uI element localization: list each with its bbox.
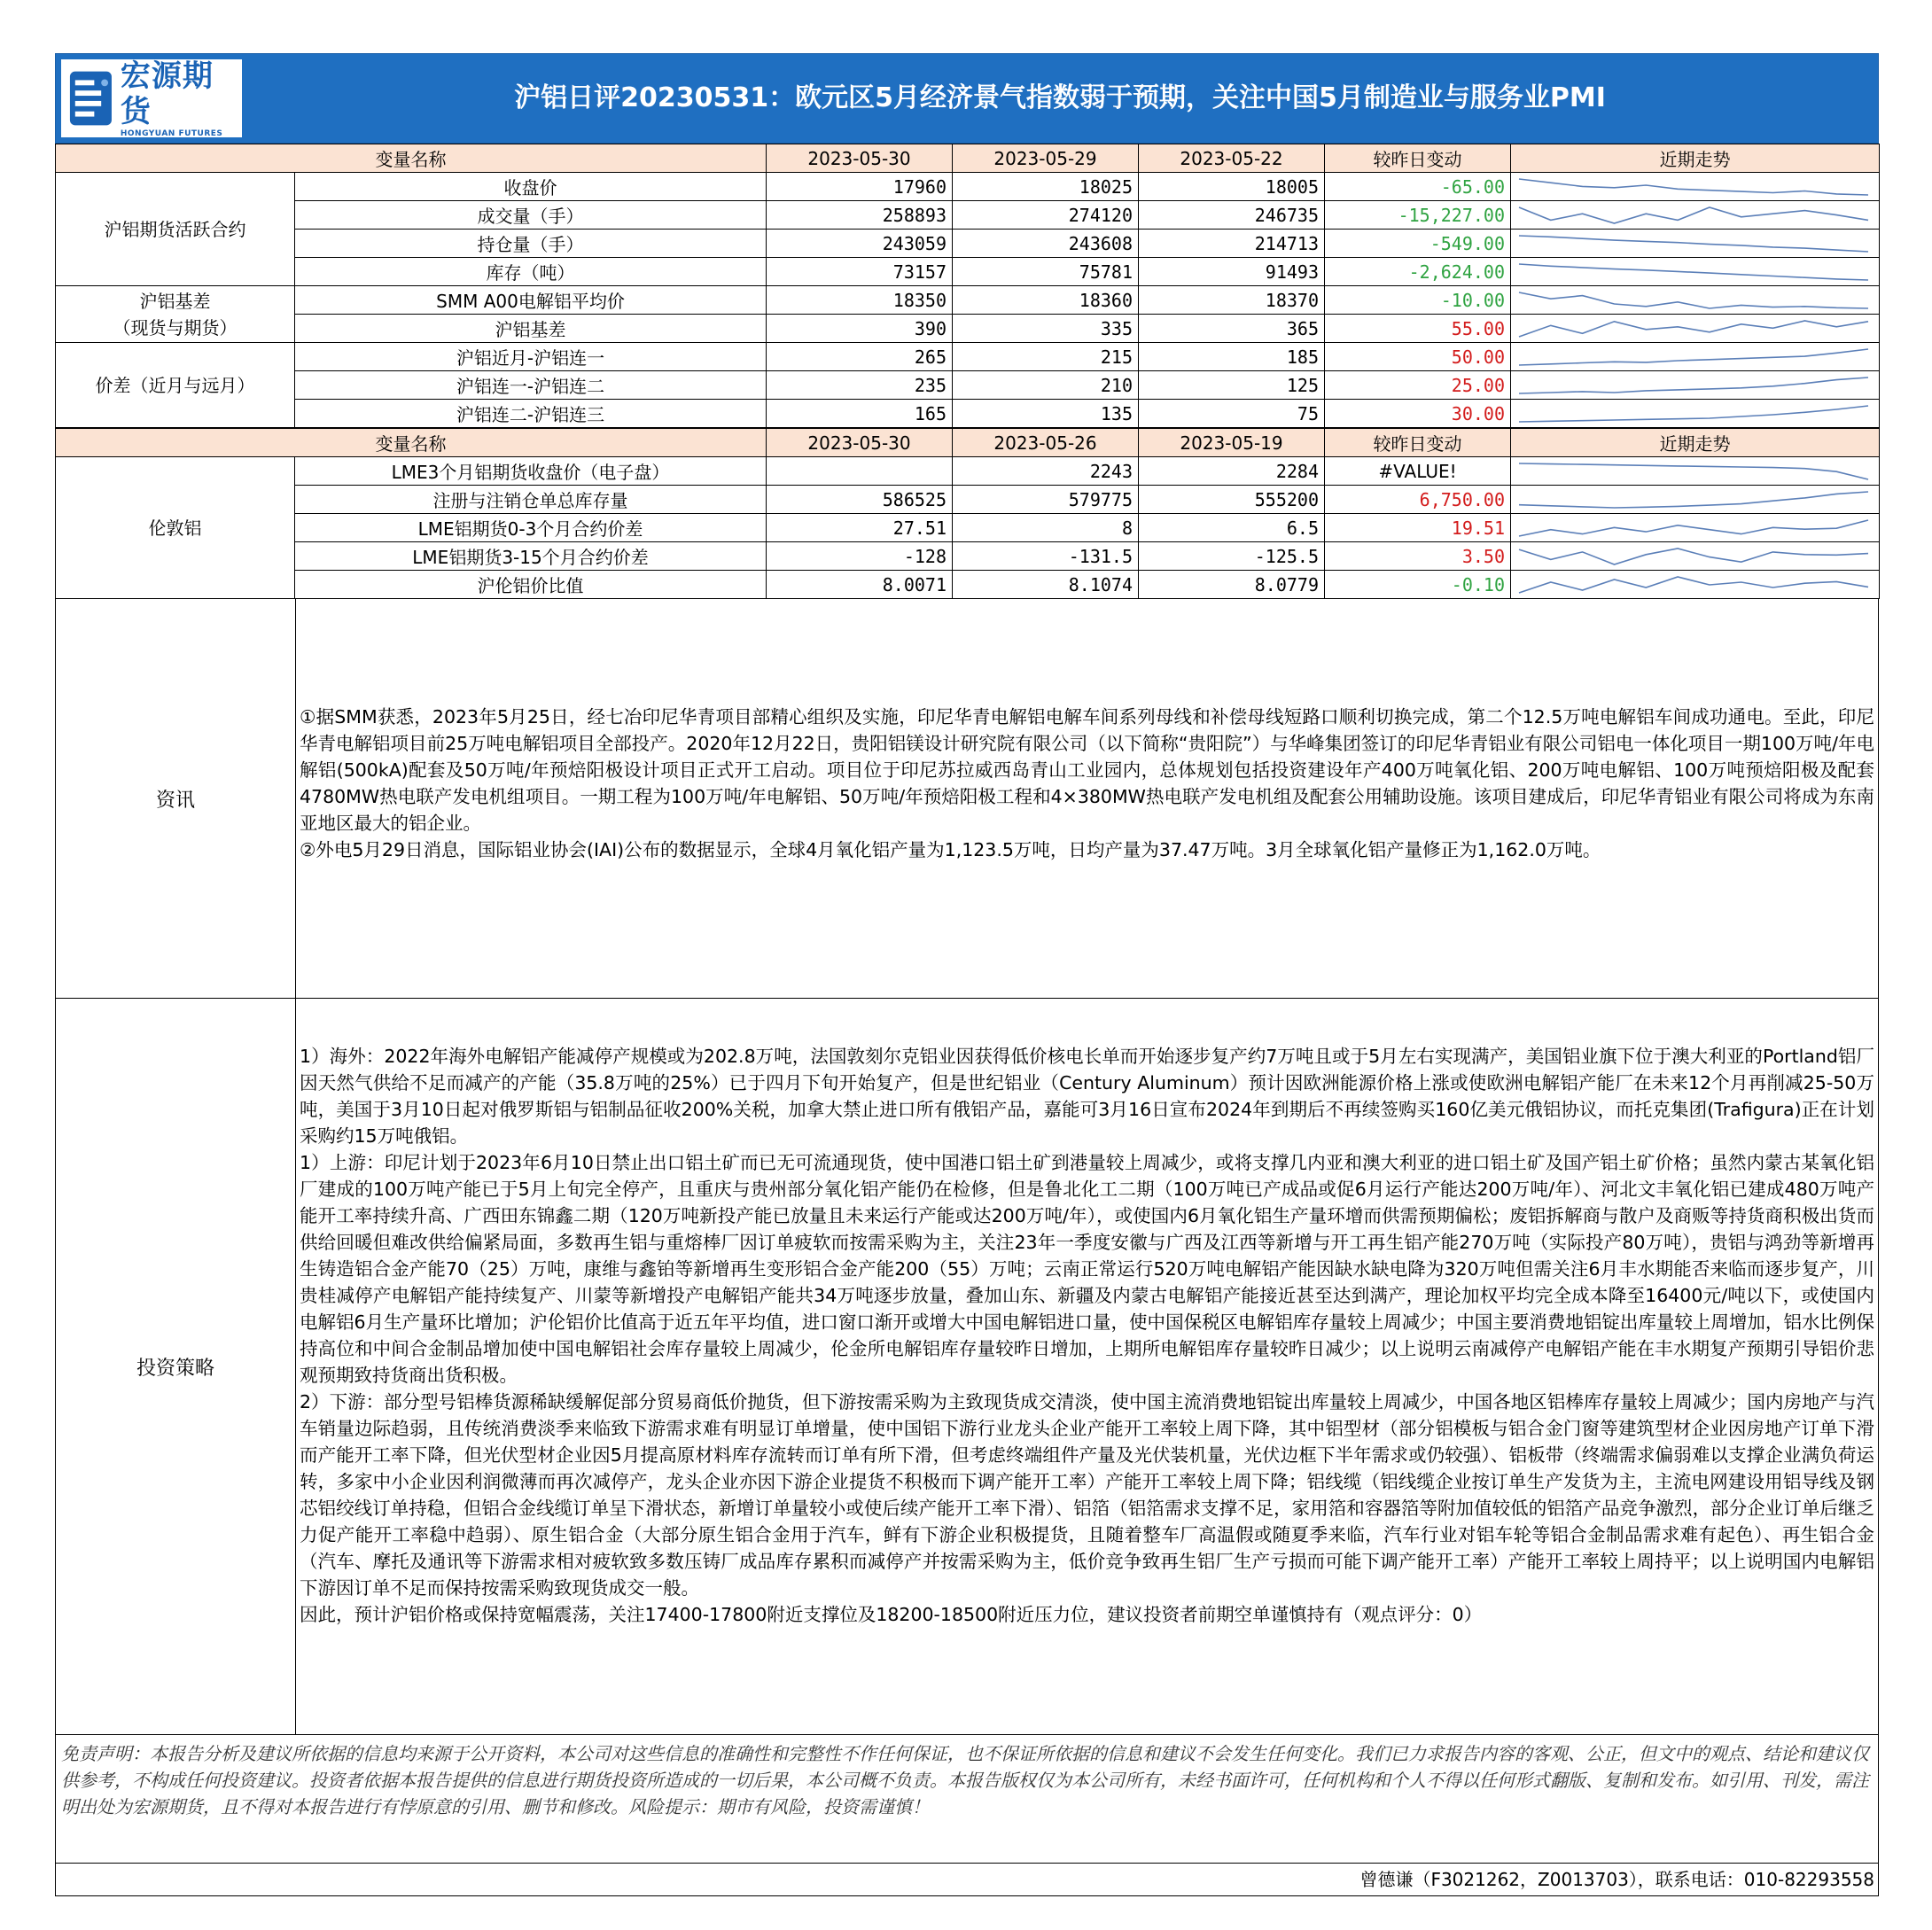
daily-change: 25.00 — [1325, 371, 1511, 400]
trend-sparkline — [1516, 489, 1871, 510]
value-cell: 75 — [1139, 400, 1325, 428]
trend-line — [1519, 349, 1868, 365]
value-cell: -128 — [767, 542, 953, 571]
value-cell: 365 — [1139, 315, 1325, 343]
variable-name: 沪铝连一-沪铝连二 — [295, 371, 767, 400]
value-cell: -125.5 — [1139, 542, 1325, 571]
value-cell: 8.0071 — [767, 571, 953, 599]
analyst-contact: 曾德谦（F3021262，Z0013703），联系电话：010-82293558 — [55, 1864, 1879, 1896]
column-header: 2023-05-29 — [953, 144, 1139, 173]
daily-change: -549.00 — [1325, 230, 1511, 258]
value-cell: 586525 — [767, 486, 953, 514]
shfe-aluminum-table — [55, 144, 1880, 428]
variable-name: LME3个月铝期货收盘价（电子盘） — [295, 457, 767, 486]
daily-change: -65.00 — [1325, 173, 1511, 201]
trend-line — [1519, 463, 1868, 479]
table-row — [56, 400, 1880, 428]
trend-cell — [1511, 457, 1880, 486]
value-cell: 274120 — [953, 201, 1139, 230]
value-cell: 215 — [953, 343, 1139, 371]
trend-line — [1519, 236, 1868, 252]
value-cell: 579775 — [953, 486, 1139, 514]
value-cell: 214713 — [1139, 230, 1325, 258]
variable-name: 成交量（手） — [295, 201, 767, 230]
variable-name: LME铝期货3-15个月合约价差 — [295, 542, 767, 571]
value-cell: -131.5 — [953, 542, 1139, 571]
hongyuan-logo-icon — [66, 67, 115, 129]
group-label: 沪铝基差 （现货与期货） — [56, 286, 295, 343]
value-cell: 73157 — [767, 258, 953, 286]
news-section — [55, 599, 1879, 999]
value-cell: 2243 — [953, 457, 1139, 486]
trend-line — [1519, 520, 1868, 536]
logo-english-name: HONGYUAN FUTURES — [120, 129, 223, 138]
table-row — [56, 230, 1880, 258]
table-row — [56, 571, 1880, 599]
value-cell: 8.0779 — [1139, 571, 1325, 599]
table-row — [56, 201, 1880, 230]
table-row — [56, 343, 1880, 371]
column-header: 2023-05-30 — [767, 144, 953, 173]
paragraph: 2）下游：部分型号铝棒货源稀缺缓解促部分贸易商低价抛货，但下游按需采购为主致现货成交清淡，使中国主流消费地铝锭出库量较上周减少，中国各地区铝棒库存量较上周减少；国内房地产与汽车销量边际趋弱，且传统消费淡季来临致下游需求难有明显订单增量，使中国铝下游行业龙头企业产能开工率较上周下降，其中铝型材（部分铝模板与铝合金门窗等建筑型材企业因房地产订单下滑而产能开工率下降，但光伏型材企业因5月提高原材料库存流转而订单有所下滑，但考虑终端组件产量及光伏装机量，光伏边框下半年需求或仍较强）、铝板带（终端需求偏弱难以支撑企业满负荷运转，多家中小企业因利润微薄而再次减停产，龙头企业亦因下游企业提货不积极而下调产能开工率）产能开工率较上周下降；铝线缆（铝线缆企业按订单生产发货为主，主流电网建设用铝导线及钢芯铝绞线订单持稳，但铝合金线缆订单呈下滑状态，新增订单量较小或使后续产能开工率下滑）、铝箔（铝箔需求支撑不足，家用箔和容器箔等附加值较低的铝箔产品竞争激烈，部分企业订单后继乏力促产能开工率稳中趋弱）、原生铝合金（大部分原生铝合金用于汽车，鲜有下游企业积极提货，且随着整车厂高温假或随夏季来临，汽车行业对铝车轮等铝合金制品需求难有起色）、再生铝合金（汽车、摩托及通讯等下游需求相对疲软致多数压铸厂成品库存累积而减停产并按需采购为主，低价竞争致再生铝厂生产亏损而可能下调产能开工率）产能开工率较上周持平；以上说明国内电解铝下游因订单不足而保持按需采购致现货成交一般。 — [300, 1391, 1874, 1599]
table-row — [56, 286, 1880, 315]
variable-name: 沪铝基差 — [295, 315, 767, 343]
trend-sparkline — [1516, 403, 1871, 424]
trend-sparkline — [1516, 574, 1871, 595]
value-cell: 8.1074 — [953, 571, 1139, 599]
trend-sparkline — [1516, 233, 1871, 254]
value-cell: 18350 — [767, 286, 953, 315]
daily-change: -15,227.00 — [1325, 201, 1511, 230]
variable-name: LME铝期货0-3个月合约价差 — [295, 514, 767, 542]
strategy-label: 投资策略 — [56, 999, 296, 1734]
group-label: 价差（近月与远月） — [56, 343, 295, 428]
column-header: 2023-05-22 — [1139, 144, 1325, 173]
value-cell: 8 — [953, 514, 1139, 542]
trend-sparkline — [1516, 461, 1871, 482]
trend-sparkline — [1516, 290, 1871, 311]
trend-line — [1519, 264, 1868, 280]
trend-line — [1519, 179, 1868, 195]
column-header: 较昨日变动 — [1325, 144, 1511, 173]
column-header: 2023-05-19 — [1139, 429, 1325, 457]
daily-change: 19.51 — [1325, 514, 1511, 542]
trend-line — [1519, 406, 1868, 422]
trend-line — [1519, 492, 1868, 508]
report-page — [55, 53, 1879, 1896]
value-cell: 18370 — [1139, 286, 1325, 315]
news-body — [296, 599, 1878, 998]
column-header: 变量名称 — [56, 144, 767, 173]
value-cell: 91493 — [1139, 258, 1325, 286]
value-cell: 185 — [1139, 343, 1325, 371]
value-cell: 243059 — [767, 230, 953, 258]
table-row — [56, 486, 1880, 514]
value-cell: 2284 — [1139, 457, 1325, 486]
table-row — [56, 173, 1880, 201]
daily-change: 3.50 — [1325, 542, 1511, 571]
table-row — [56, 457, 1880, 486]
table-row — [56, 514, 1880, 542]
lme-aluminum-table — [55, 428, 1880, 599]
value-cell: 27.51 — [767, 514, 953, 542]
column-header: 近期走势 — [1511, 144, 1880, 173]
strategy-body — [296, 999, 1878, 1734]
column-header: 较昨日变动 — [1325, 429, 1511, 457]
trend-line — [1519, 577, 1868, 593]
daily-change: -2,624.00 — [1325, 258, 1511, 286]
daily-change: 30.00 — [1325, 400, 1511, 428]
trend-cell — [1511, 571, 1880, 599]
paragraph: 1）上游：印尼计划于2023年6月10日禁止出口铝土矿而已无可流通现货，使中国港口铝土矿到港量较上周减少，或将支撑几内亚和澳大利亚的进口铝土矿及国产铝土矿价格；虽然内蒙古某氧化铝厂建成的100万吨产能已于5月上旬完全停产，且重庆与贵州部分氧化铝产能仍在检修，但是鲁北化工二期（100万吨已产成品或促6月运行产能达200万吨/年）、河北文丰氧化铝已建成480万吨产能开工率持续升高、广西田东锦鑫二期（120万吨新投产能已放量且未来运行产能或达200万吨/年），或使国内6月氧化铝生产量环增而供需预期偏松；废铝拆解商与散户及商贩等持货商积极出货而供给回暖但难改供给偏紧局面，多数再生铝与重熔棒厂因订单疲软而按需采购为主，关注23年一季度安徽与广西及江西等新增与开工再生铝产能270万吨（实际投产80万吨），贵铝与鸿劲等新增再生铸造铝合金产能70（25）万吨，康维与鑫铂等新增再生变形铝合金产能200（55）万吨；云南正常运行520万吨电解铝产能因缺水缺电降为320万吨但需关注6月丰水期能否来临而逐步复产，川贵桂减停产电解铝产能持续复产、川蒙等新增投产电解铝产能共34万吨逐步放量，叠加山东、新疆及内蒙古电解铝产能接近甚至达到满产，理论加权平均完全成本降至16400元/吨以下，或使国内电解铝6月生产量环比增加；沪伦铝价比值高于近五年平均值，进口窗口渐开或增大中国电解铝进口量，使中国保税区电解铝库存量较上周减少；中国主要消费地铝锭出库量较上周增加，铝水比例保持高位和中间合金制品增加使中国电解铝社会库存量较上周减少，伦金所电解铝库存量较昨日增加，上期所电解铝库存量较昨日减少；以上说明云南减停产电解铝产能在丰水期复产预期引导铝价悲观预期致持货商出货积极。 — [300, 1152, 1874, 1386]
report-header — [55, 53, 1879, 144]
strategy-section — [55, 999, 1879, 1735]
trend-cell — [1511, 542, 1880, 571]
value-cell: 165 — [767, 400, 953, 428]
variable-name: 注册与注销仓单总库存量 — [295, 486, 767, 514]
table-row — [56, 371, 1880, 400]
value-cell: 18005 — [1139, 173, 1325, 201]
company-logo — [61, 59, 242, 137]
value-cell — [767, 457, 953, 486]
trend-cell — [1511, 258, 1880, 286]
trend-cell — [1511, 230, 1880, 258]
trend-cell — [1511, 173, 1880, 201]
column-header: 2023-05-26 — [953, 429, 1139, 457]
value-cell: 18025 — [953, 173, 1139, 201]
value-cell: 235 — [767, 371, 953, 400]
daily-change: 55.00 — [1325, 315, 1511, 343]
trend-cell — [1511, 486, 1880, 514]
table-row — [56, 315, 1880, 343]
disclaimer: 免责声明：本报告分析及建议所依据的信息均来源于公开资料，本公司对这些信息的准确性和完整性不作任何保证，也不保证所依据的信息和建议不会发生任何变化。我们已力求报告内容的客观、公正，但文中的观点、结论和建议仅供参考，不构成任何投资建议。投资者依据本报告提供的信息进行期货投资所造成的一切后果，本公司概不负责。本报告版权仅为本公司所有，未经书面许可，任何机构和个人不得以任何形式翻版、复制和发布。如引用、刊发，需注明出处为宏源期货，且不得对本报告进行有悖原意的引用、删节和修改。风险提示：期市有风险，投资需谨慎！ — [55, 1735, 1879, 1864]
value-cell: 555200 — [1139, 486, 1325, 514]
trend-line — [1519, 207, 1868, 223]
trend-line — [1519, 321, 1868, 337]
daily-change: -10.00 — [1325, 286, 1511, 315]
trend-sparkline — [1516, 546, 1871, 567]
value-cell: 243608 — [953, 230, 1139, 258]
table-header-row — [56, 429, 1880, 457]
trend-line — [1519, 549, 1868, 564]
trend-line — [1519, 377, 1868, 393]
group-label: 沪铝期货活跃合约 — [56, 173, 295, 286]
trend-cell — [1511, 400, 1880, 428]
paragraph: ②外电5月29日消息，国际铝业协会(IAI)公布的数据显示，全球4月氧化铝产量为1,123.5万吨，日均产量为37.47万吨。3月全球氧化铝产量修正为1,162.0万吨。 — [300, 839, 1601, 860]
daily-change: #VALUE! — [1325, 457, 1511, 486]
variable-name: 沪伦铝价比值 — [295, 571, 767, 599]
trend-sparkline — [1516, 375, 1871, 396]
trend-sparkline — [1516, 261, 1871, 283]
paragraph: ①据SMM获悉，2023年5月25日，经七冶印尼华青项目部精心组织及实施，印尼华青电解铝电解车间系列母线和补偿母线短路口顺利切换完成，第二个12.5万吨电解铝车间成功通电。至此，印尼华青电解铝项目前25万吨电解铝项目全部投产。2020年12月22日，贵阳铝镁设计研究院有限公司（以下简称“贵阳院”）与华峰集团签订的印尼华青铝业有限公司铝电一体化项目一期100万吨/年电解铝(500kA)配套及50万吨/年预焙阳极设计项目正式开工启动。项目位于印尼苏拉威西岛青山工业园内，总体规划包括投资建设年产400万吨氧化铝、200万吨电解铝、100万吨预焙阳极及配套4780MW热电联产发电机组项目。一期工程为100万吨/年电解铝、50万吨/年预焙阳极工程和4×380MW热电联产发电机组及配套公用辅助设施。该项目建成后，印尼华青铝业有限公司将成为东南亚地区最大的铝企业。 — [300, 706, 1874, 834]
trend-cell — [1511, 371, 1880, 400]
value-cell: 125 — [1139, 371, 1325, 400]
trend-sparkline — [1516, 346, 1871, 368]
variable-name: SMM A00电解铝平均价 — [295, 286, 767, 315]
column-header: 近期走势 — [1511, 429, 1880, 457]
trend-sparkline — [1516, 518, 1871, 539]
paragraph: 1）海外：2022年海外电解铝产能减停产规模或为202.8万吨，法国敦刻尔克铝业因获得低价核电长单而开始逐步复产约7万吨且或于5月左右实现满产，美国铝业旗下位于澳大利亚的Portland铝厂因天然气供给不足而减产的产能（35.8万吨的25%）已于四月下旬开始复产，但是世纪铝业（Century Aluminum）预计因欧洲能源价格上涨或使欧洲电解铝产能厂在未来12个月再削减25-50万吨，美国于3月10日起对俄罗斯铝与铝制品征收200%关税，加拿大禁止进口所有俄铝产品，嘉能可3月16日宣布2024年到期后不再续签购买160亿美元俄铝协议，而托克集团(Trafigura)正在计划采购约15万吨俄铝。 — [300, 1046, 1874, 1147]
trend-cell — [1511, 201, 1880, 230]
column-header: 2023-05-30 — [767, 429, 953, 457]
daily-change: -0.10 — [1325, 571, 1511, 599]
table-row — [56, 258, 1880, 286]
table-row — [56, 542, 1880, 571]
group-label: 伦敦铝 — [56, 457, 295, 599]
value-cell: 18360 — [953, 286, 1139, 315]
variable-name: 沪铝连二-沪铝连三 — [295, 400, 767, 428]
trend-sparkline — [1516, 318, 1871, 339]
value-cell: 390 — [767, 315, 953, 343]
trend-cell — [1511, 315, 1880, 343]
variable-name: 库存（吨） — [295, 258, 767, 286]
trend-cell — [1511, 286, 1880, 315]
value-cell: 335 — [953, 315, 1139, 343]
value-cell: 246735 — [1139, 201, 1325, 230]
trend-cell — [1511, 514, 1880, 542]
value-cell: 258893 — [767, 201, 953, 230]
news-label: 资讯 — [56, 599, 296, 998]
trend-sparkline — [1516, 176, 1871, 198]
value-cell: 6.5 — [1139, 514, 1325, 542]
value-cell: 135 — [953, 400, 1139, 428]
variable-name: 收盘价 — [295, 173, 767, 201]
value-cell: 75781 — [953, 258, 1139, 286]
value-cell: 265 — [767, 343, 953, 371]
value-cell: 210 — [953, 371, 1139, 400]
value-cell: 17960 — [767, 173, 953, 201]
daily-change: 50.00 — [1325, 343, 1511, 371]
trend-cell — [1511, 343, 1880, 371]
daily-change: 6,750.00 — [1325, 486, 1511, 514]
table-header-row — [56, 144, 1880, 173]
trend-sparkline — [1516, 205, 1871, 226]
variable-name: 沪铝近月-沪铝连一 — [295, 343, 767, 371]
paragraph: 因此，预计沪铝价格或保持宽幅震荡，关注17400-17800附近支撑位及18200-18500附近压力位，建议投资者前期空单谨慎持有（观点评分：0） — [300, 1604, 1483, 1625]
trend-line — [1519, 292, 1868, 308]
column-header: 变量名称 — [56, 429, 767, 457]
variable-name: 持仓量（手） — [295, 230, 767, 258]
logo-chinese-name: 宏源期货 — [120, 58, 214, 129]
report-title: 沪铝日评20230531：欧元区5月经济景气指数弱于预期，关注中国5月制造业与服务业PMI — [514, 82, 1606, 113]
